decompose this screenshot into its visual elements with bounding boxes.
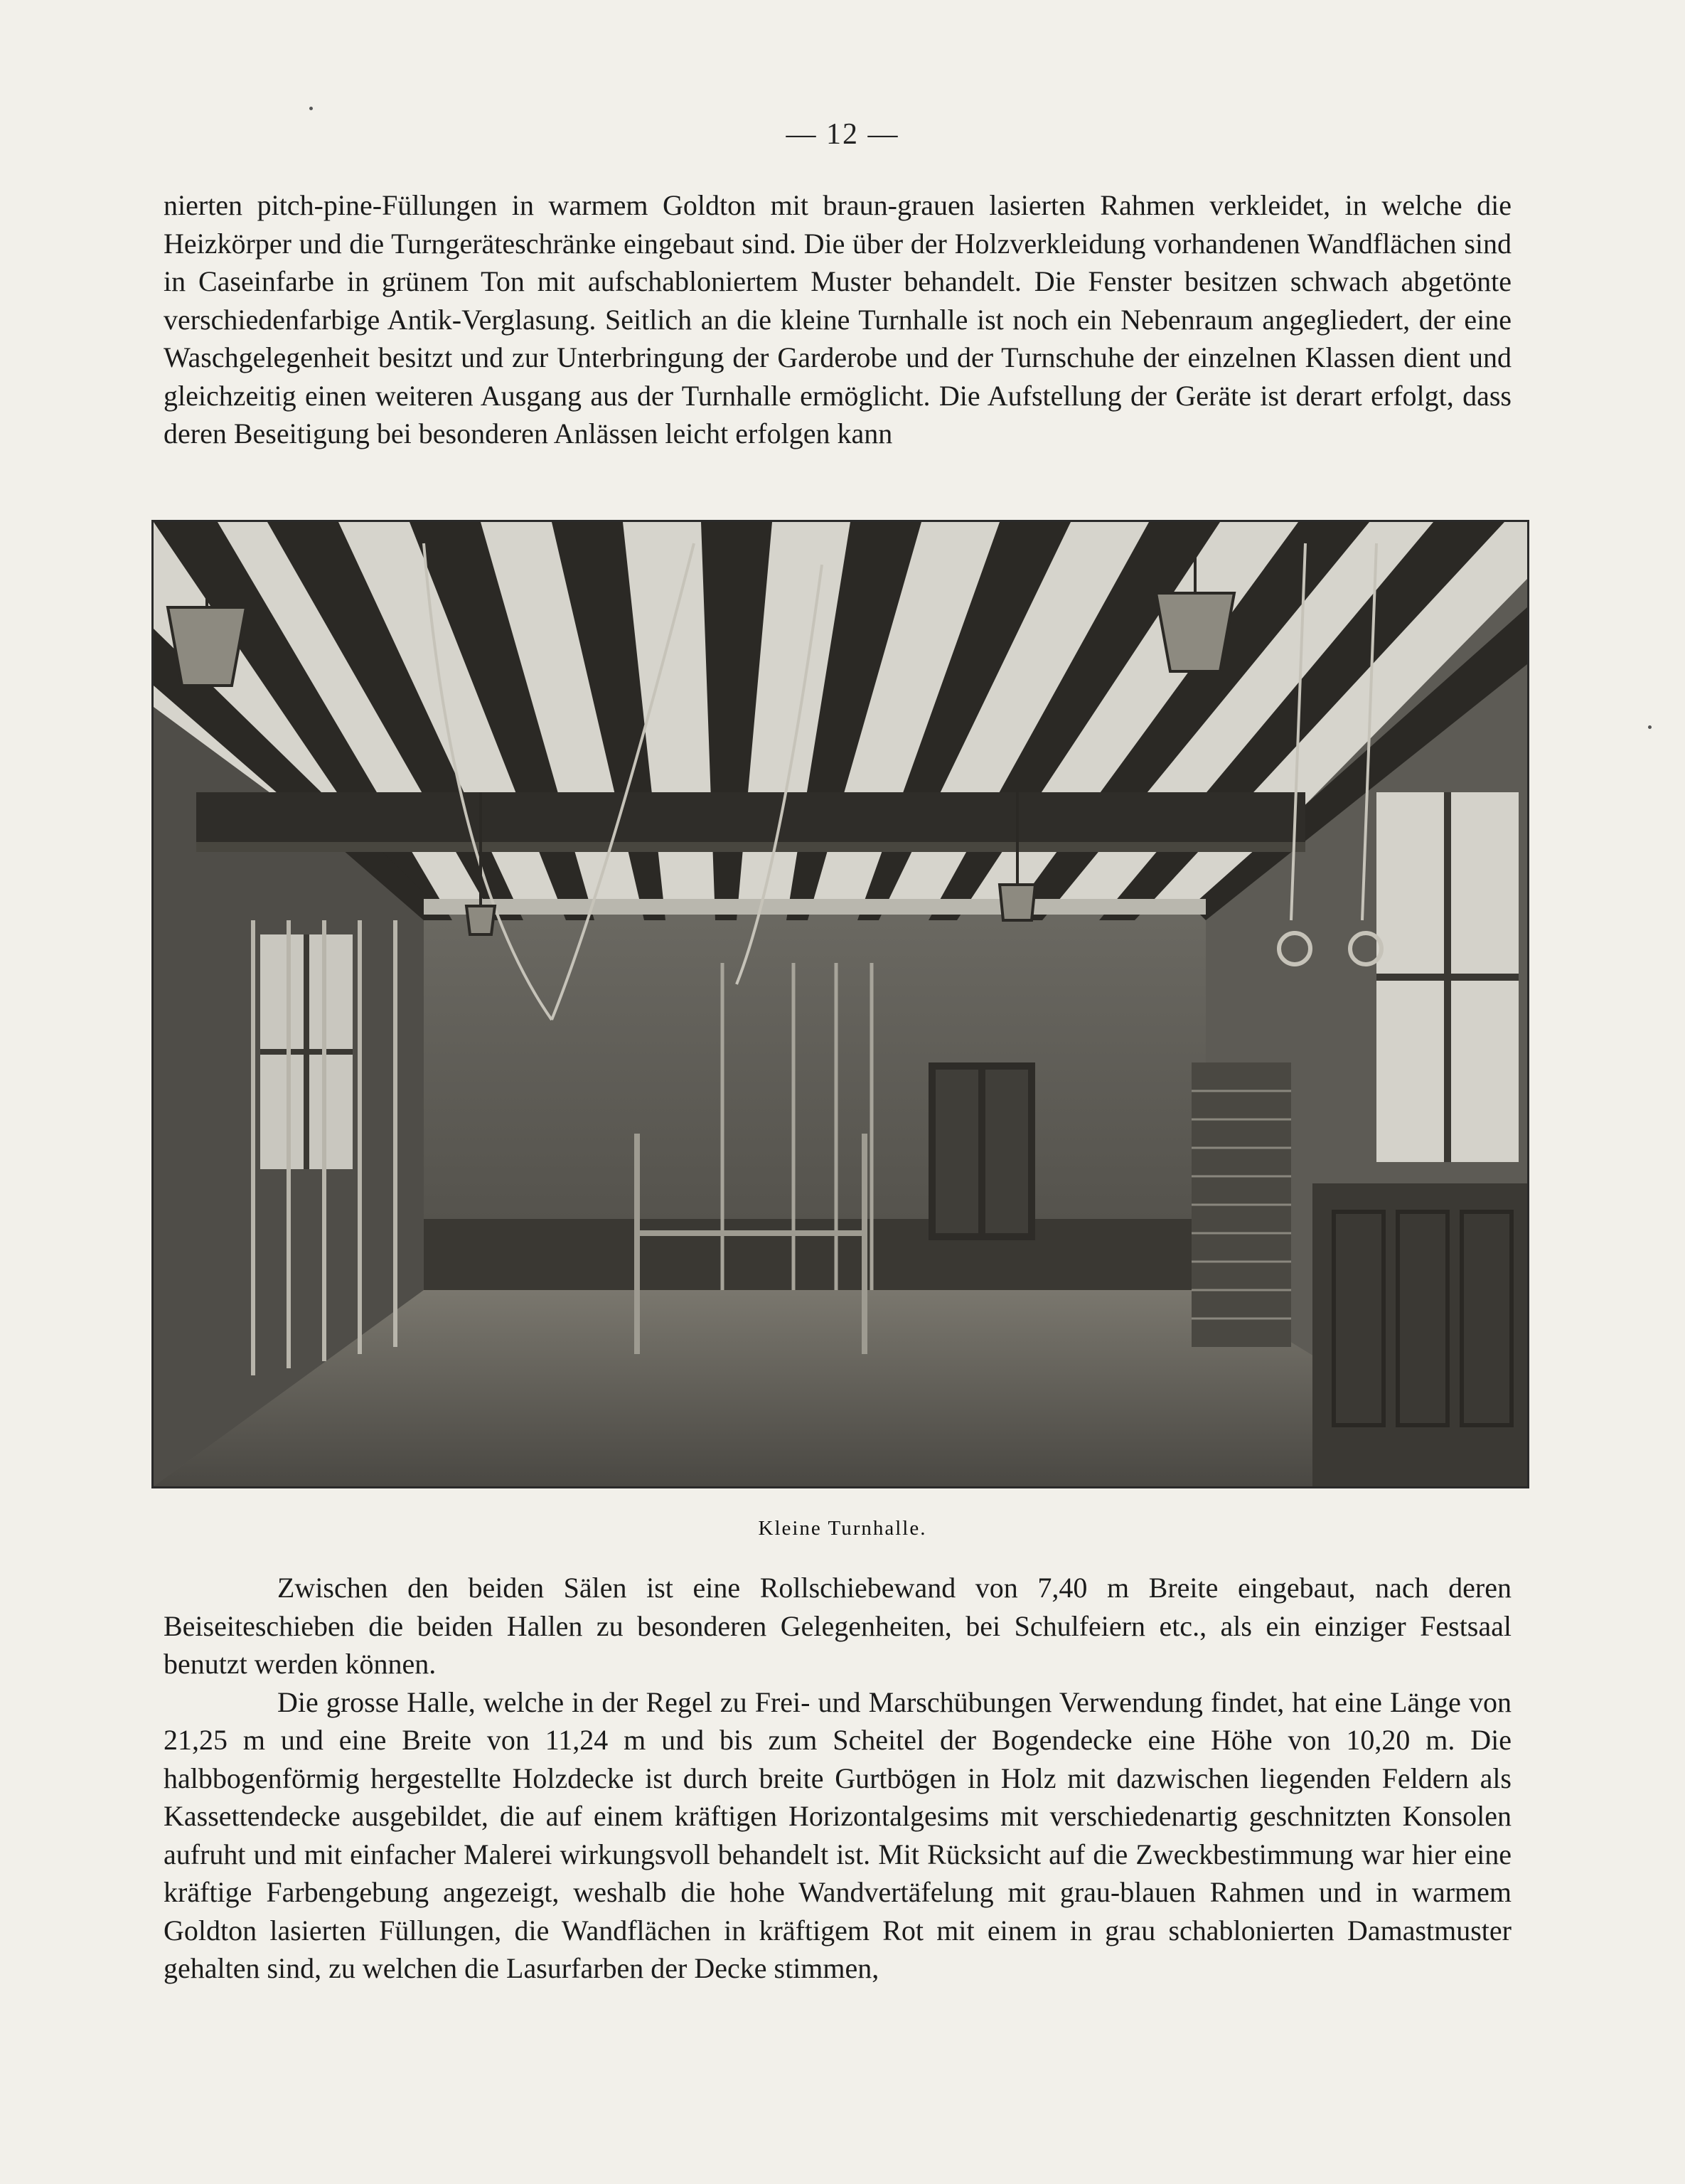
photograph-small-gymnasium xyxy=(151,520,1529,1488)
paper-speck xyxy=(1648,725,1652,729)
gymnasium-photo-illustration xyxy=(154,522,1527,1486)
paragraph: nierten pitch-pine-Füllungen in warmem Goldton mit braun-grauen lasierten Rahmen verkleidet, in welche die Heizkörper und die Turngeräteschränke eingebaut sind. Die über der Holzverkleidung vorhandenen Wandflächen sind in Caseinfarbe in grünem Ton mit aufschabloniertem Muster behandelt. Die Fenster besitzen schwach abgetönte verschiedenfarbige Antik-Verglasung. Seitlich an die kleine Turnhalle ist noch ein Nebenraum angegliedert, der eine Waschgelegenheit besitzt und zur Unterbringung der Garderobe und der Turnschuhe der einzelnen Klassen dient und gleichzeitig einen weiteren Ausgang aus der Turnhalle ermöglicht. Die Aufstellung der Geräte ist derart erfolgt, dass deren Beseitigung bei besonderen Anlässen leicht erfolgen kann xyxy=(164,189,1512,449)
paragraph: Die grosse Halle, welche in der Regel zu Frei- und Marschübungen Verwendung findet, hat eine Länge von 21,25 m und eine Breite von 11,24 m und bis zum Scheitel der Bogendecke eine Höhe von 10,20 m. Die halbbogenförmig hergestellte Holzdecke ist durch breite Gurtbögen in Holz mit dazwischen liegenden Feldern als Kassettendecke ausgebildet, die auf einem kräftigen Horizontalgesims mit verschiedenartig geschnitzten Konsolen aufruht und mit einfacher Malerei wirkungsvoll behandelt ist. Mit Rücksicht auf die Zweckbestimmung war hier eine kräftige Farbengebung angezeigt, weshalb die hohe Wandvertäfelung mit grau-blauen Rahmen und in warmem Goldton lasierten Füllungen, die Wandflächen in kräftigem Rot mit einem in grau schablonierten Damastmuster gehalten sind, zu welchen die Lasurfarben der Decke stimmen, xyxy=(164,1685,1512,1984)
page-number: — 12 — xyxy=(786,118,899,151)
figure-caption: Kleine Turnhalle. xyxy=(758,1517,927,1540)
body-text-bottom xyxy=(164,1569,1512,1988)
paper-speck xyxy=(309,107,313,110)
paragraph: Zwischen den beiden Sälen ist eine Rollschiebewand von 7,40 m Breite eingebaut, nach deren Beiseiteschieben die beiden Hallen zu besonderen Gelegenheiten, bei Schulfeiern etc., als ein einziger Festsaal benutzt werden können. xyxy=(164,1572,1512,1680)
body-text-top xyxy=(164,186,1512,453)
